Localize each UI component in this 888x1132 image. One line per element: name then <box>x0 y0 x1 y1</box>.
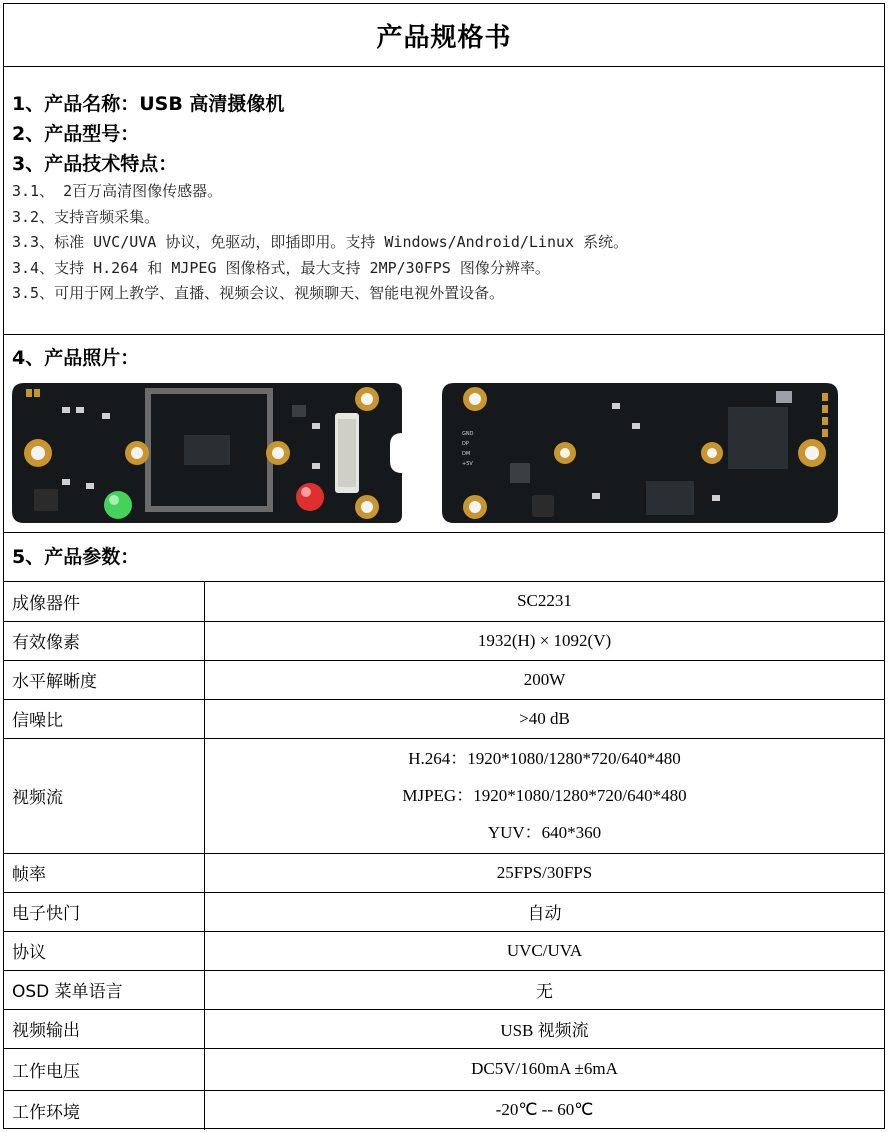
product-model-heading: 2、产品型号： <box>12 123 140 145</box>
param-key: 协议 <box>4 931 205 970</box>
features-heading: 3、产品技术特点： <box>12 153 178 175</box>
table-row <box>4 699 884 738</box>
title-row <box>4 4 884 67</box>
table-row <box>4 931 884 970</box>
params-heading: 5、产品参数： <box>12 546 140 568</box>
table-row <box>4 582 884 621</box>
param-value: -20℃ -- 60℃ <box>205 1090 885 1130</box>
feature-item: 3.3、标准 UVC/UVA 协议，免驱动，即插即用。支持 Windows/Android/Linux 系统。 <box>12 233 629 251</box>
silkscreen-label: DP <box>462 441 469 447</box>
table-row <box>4 660 884 699</box>
table-row <box>4 738 884 853</box>
product-photos <box>12 383 878 523</box>
feature-item: 3.4、支持 H.264 和 MJPEG 图像格式，最大支持 2MP/30FPS 图像分辨率。 <box>12 258 550 277</box>
param-value-multi <box>205 738 885 853</box>
feature-item: 3.2、支持音频采集。 <box>12 207 160 226</box>
param-key: 工作电压 <box>4 1048 205 1090</box>
param-value: >40 dB <box>205 699 885 738</box>
table-row <box>4 853 884 892</box>
silkscreen-label: +5V <box>462 461 473 467</box>
silkscreen-label: GND <box>462 431 474 437</box>
param-key: 工作环境 <box>4 1090 205 1130</box>
table-row <box>4 1009 884 1048</box>
params-table <box>4 582 884 1130</box>
table-row <box>4 1090 884 1130</box>
table-row <box>4 892 884 931</box>
param-value: 1932(H) × 1092(V) <box>205 621 885 660</box>
feature-item: 3.1、 2百万高清图像传感器。 <box>12 182 223 200</box>
param-value-line: MJPEG：1920*1080/1280*720/640*480 <box>402 786 687 805</box>
product-name-heading: 1、产品名称：USB 高清摄像机 <box>12 93 285 115</box>
param-key: 视频输出 <box>4 1009 205 1048</box>
param-key: 视频流 <box>4 738 205 853</box>
board-front-image <box>12 383 402 523</box>
table-row <box>4 621 884 660</box>
param-value: 自动 <box>205 892 885 931</box>
param-value: UVC/UVA <box>205 931 885 970</box>
overview-section <box>4 67 884 335</box>
param-value-line: H.264：1920*1080/1280*720/640*480 <box>408 749 681 768</box>
param-value: 25FPS/30FPS <box>205 853 885 892</box>
param-key: 有效像素 <box>4 621 205 660</box>
param-key: 成像器件 <box>4 582 205 621</box>
page-title: 产品规格书 <box>376 22 512 53</box>
spec-sheet <box>3 3 885 1129</box>
param-value: 无 <box>205 970 885 1009</box>
param-key: 水平解晰度 <box>4 660 205 699</box>
photos-heading: 4、产品照片： <box>12 347 140 369</box>
param-value: USB 视频流 <box>205 1009 885 1048</box>
photo-section <box>4 335 884 533</box>
board-back-image <box>442 383 838 523</box>
param-key: OSD 菜单语言 <box>4 970 205 1009</box>
param-key: 信噪比 <box>4 699 205 738</box>
silkscreen-label: DM <box>462 451 471 457</box>
feature-item: 3.5、可用于网上教学、直播、视频会议、视频聊天、智能电视外置设备。 <box>12 284 505 302</box>
table-row <box>4 1048 884 1090</box>
param-key: 电子快门 <box>4 892 205 931</box>
param-value: DC5V/160mA ±6mA <box>205 1048 885 1090</box>
param-value-line: YUV：640*360 <box>487 823 602 842</box>
params-heading-row <box>4 533 884 582</box>
param-value: SC2231 <box>517 591 572 611</box>
param-value: 200W <box>205 660 885 699</box>
table-row <box>4 970 884 1009</box>
param-key: 帧率 <box>4 853 205 892</box>
